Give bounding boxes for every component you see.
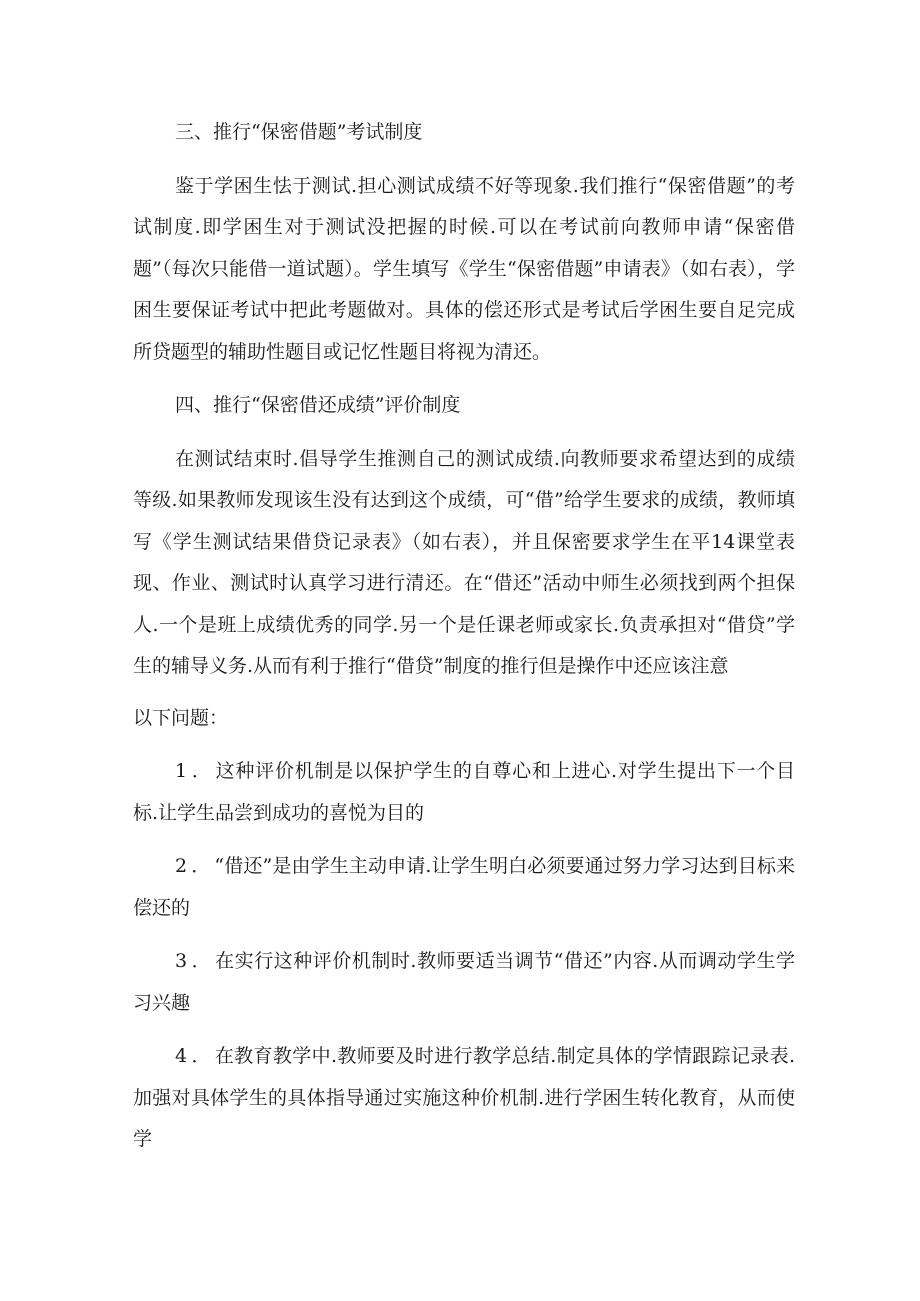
section-4-paragraph-tail: 以下问题： bbox=[133, 706, 229, 729]
list-item bbox=[133, 751, 795, 834]
list-item bbox=[133, 1036, 795, 1161]
section-4-paragraph: 在测试结束时.倡导学生推测自己的测试成绩.向教师要求希望达到的成绩等级.如果教师发现该生没有达到这个成绩，可“借”给学生要求的成绩，教师填写《学生测试结果借贷记录表》（如右表），并且保密要求学生在平14课堂表现、作业、测试时认真学习进行清还。在“借还”活动中师生必须找到两个担保人.一个是班上成绩优秀的同学.另一个是任课老师或家长.负责承担对“借贷”学生的辅导义务.从而有利于推行“借贷”制度的推行但是操作中还应该注意 bbox=[133, 447, 795, 677]
list-item-text: 在实行这种评价机制时.教师要适当调节“借还”内容.从而调动学生学习兴趣 bbox=[133, 950, 796, 1014]
list-item-number: 1． bbox=[175, 760, 216, 782]
document-body bbox=[133, 112, 795, 1173]
list-item-number: 2． bbox=[175, 855, 215, 877]
list-item-text: 这种评价机制是以保护学生的自尊心和上进心.对学生提出下一个目标.让学生品尝到成功的喜悦为目的 bbox=[133, 760, 796, 824]
list-item-number: 4． bbox=[175, 1045, 215, 1067]
list-item bbox=[133, 941, 795, 1024]
list-item-text: 在教育教学中.教师要及时进行教学总结.制定具体的学情跟踪记录表.加强对具体学生的具体指导通过实施这种价机制.进行学困生转化教育，从而使学 bbox=[133, 1045, 796, 1150]
section-heading-3: 三、推行“保密借题”考试制度 bbox=[175, 121, 423, 143]
list-item bbox=[133, 846, 795, 929]
list-item-number: 3． bbox=[175, 950, 216, 972]
section-3-paragraph: 鉴于学困生怯于测试.担心测试成绩不好等现象.我们推行“保密借题”的考试制度.即学困生对于测试没把握的时候.可以在考试前向教师申请“保密借题”（每次只能借一道试题）。学生填写《学生“保密借题”申请表》（如右表），学困生要保证考试中把此考题做对。具体的偿还形式是考试后学困生要自足完成所贷题型的辅助性题目或记忆性题目将视为清还。 bbox=[133, 174, 795, 363]
list-item-text: “借还”是由学生主动申请.让学生明白必须要通过努力学习达到目标来偿还的 bbox=[133, 855, 795, 919]
section-heading-4: 四、推行“保密借还成绩”评价制度 bbox=[175, 394, 461, 416]
